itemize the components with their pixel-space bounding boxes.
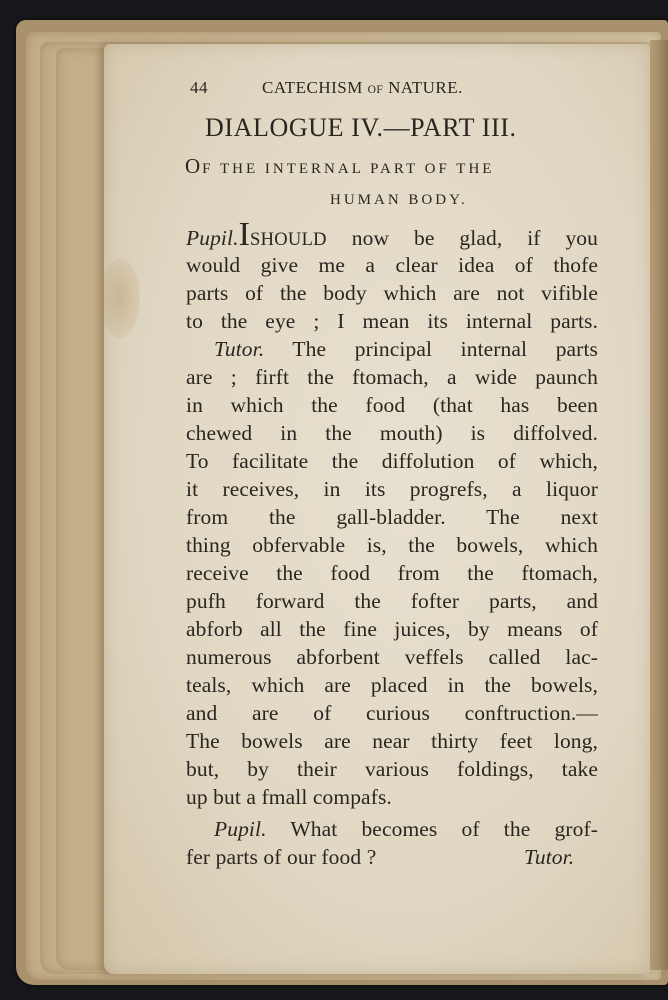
body-line: would give me a clear idea of thofe bbox=[186, 253, 598, 277]
catchword-text: Tutor. bbox=[524, 845, 575, 869]
body-text: What becomes of the grof- bbox=[290, 817, 599, 841]
speaker-label: Pupil. bbox=[214, 817, 267, 841]
chapter-subtitle-line2: HUMAN BODY. bbox=[330, 192, 468, 208]
catchword bbox=[524, 845, 574, 870]
running-head-word: OF bbox=[367, 84, 384, 96]
drop-cap: I bbox=[238, 216, 250, 253]
chapter-subtitle bbox=[185, 154, 494, 179]
body-line: chewed in the mouth) is diffolved. bbox=[186, 421, 598, 445]
body-line: from the gall-bladder. The next bbox=[186, 505, 598, 529]
body-text: The principal internal parts bbox=[292, 337, 598, 361]
subtitle-initial: O bbox=[185, 154, 203, 178]
body-line: to the eye ; I mean its internal parts. bbox=[186, 309, 598, 333]
body-line: pufh forward the fofter parts, and bbox=[186, 589, 598, 613]
body-line: abforb all the fine juices, by means of bbox=[186, 617, 598, 641]
body-line bbox=[186, 216, 598, 253]
running-head bbox=[262, 78, 463, 98]
body-line: To facilitate the diffolution of which, bbox=[186, 449, 598, 473]
running-head-word: NATURE. bbox=[388, 78, 463, 97]
speaker-label: Pupil. bbox=[186, 226, 239, 250]
body-line: numerous abforbent veffels called lac- bbox=[186, 645, 598, 669]
body-line: fer parts of our food ? bbox=[186, 845, 377, 869]
page-number: 44 bbox=[190, 78, 208, 97]
body-line: it receives, in its progrefs, a liquor bbox=[186, 477, 598, 501]
chapter-title: DIALOGUE IV.—PART III. bbox=[205, 113, 517, 142]
body-line: The bowels are near thirty feet long, bbox=[186, 729, 598, 753]
body-line bbox=[186, 337, 598, 362]
body-line: and are of curious conftruction.— bbox=[186, 701, 598, 725]
running-head-word: CATECHISM bbox=[262, 78, 363, 97]
body-line: in which the food (that has been bbox=[186, 393, 598, 417]
body-line: but, by their various foldings, take bbox=[186, 757, 598, 781]
body-line: up but a fmall compafs. bbox=[186, 785, 392, 809]
body-line: teals, which are placed in the bowels, bbox=[186, 673, 598, 697]
subtitle-line: F THE INTERNAL PART OF THE bbox=[202, 161, 495, 177]
body-line: thing obfervable is, the bowels, which bbox=[186, 533, 598, 557]
opening-word: SHOULD bbox=[250, 230, 327, 250]
speaker-label: Tutor. bbox=[214, 337, 265, 361]
body-line bbox=[186, 817, 598, 842]
body-text: now be glad, if you bbox=[351, 226, 598, 250]
body-line: are ; firft the ftomach, a wide paunch bbox=[186, 365, 598, 389]
body-line: receive the food from the ftomach, bbox=[186, 561, 598, 585]
body-line: parts of the body which are not vifible bbox=[186, 281, 598, 305]
